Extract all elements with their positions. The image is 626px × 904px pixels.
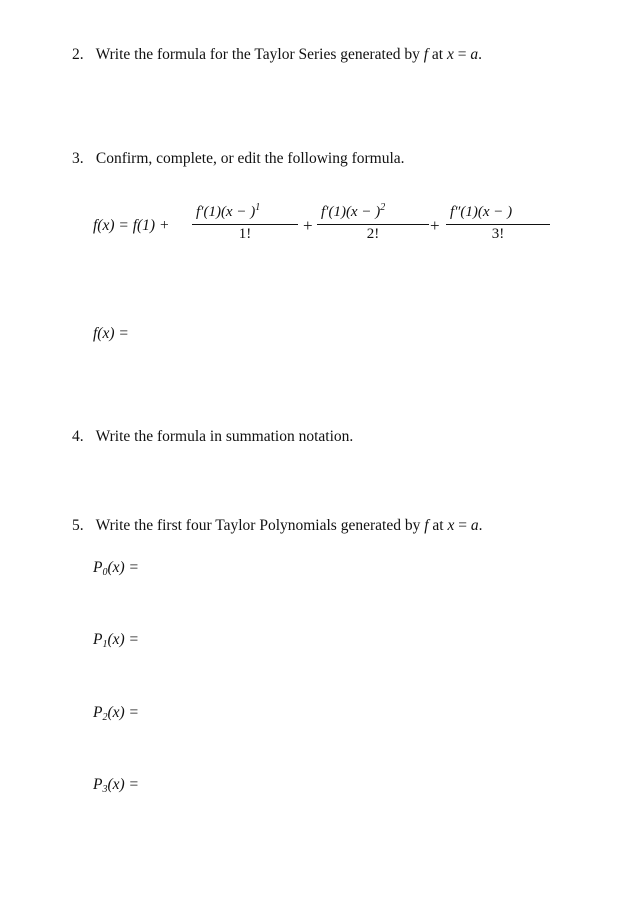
fraction-denominator: 3! <box>491 226 505 242</box>
math-var-x: x <box>446 46 454 63</box>
polynomial-p2: $P_2(x)$ = <box>93 704 140 723</box>
period: . <box>478 46 482 63</box>
question-text: Write the formula for the Taylor Series generated by <box>95 46 420 63</box>
word-at: at <box>431 46 444 63</box>
math-equals: = <box>458 517 467 534</box>
plus-sign: + <box>303 216 313 235</box>
question-number: 3. <box>72 150 84 167</box>
math-equals: = <box>457 46 467 63</box>
subscript: 3 <box>102 784 108 795</box>
polynomial-p3: $P_3(x)$ = <box>93 776 140 795</box>
fraction-bar <box>192 224 298 225</box>
plus-sign: + <box>430 216 440 235</box>
math-var-f: f <box>424 517 429 534</box>
math-var-f: f <box>423 46 429 63</box>
fraction-numerator: $f'(1)(x - )^2$ <box>321 202 386 220</box>
question-3 <box>72 150 405 168</box>
word-at: at <box>432 517 444 534</box>
polynomial-p1: $P_1(x)$ = <box>93 631 140 650</box>
fraction-bar <box>446 224 550 225</box>
question-4 <box>72 428 353 446</box>
fraction-denominator: 2! <box>366 226 380 242</box>
math-var-a: a <box>470 517 479 534</box>
subscript: 0 <box>102 567 108 578</box>
formula-answer-line: f(x) = <box>93 325 129 342</box>
exponent: 1 <box>255 202 261 213</box>
question-number: 5. <box>72 517 84 534</box>
formula-lhs: f(x) = f(1) + <box>93 217 170 234</box>
question-2 <box>72 46 482 64</box>
math-var-a: a <box>470 46 479 63</box>
question-text: Confirm, complete, or edit the following formula. <box>95 150 405 167</box>
subscript: 1 <box>102 639 108 650</box>
fraction-numerator: f″(1)(x − ) <box>450 204 513 220</box>
question-text: Write the formula in summation notation. <box>95 428 354 445</box>
exponent: 2 <box>380 202 386 213</box>
period: . <box>478 517 483 534</box>
fraction-numerator: $f'(1)(x - )^1$ <box>196 202 261 220</box>
fraction-bar <box>317 224 429 225</box>
subscript: 2 <box>102 712 108 723</box>
question-5 <box>72 517 482 535</box>
question-number: 4. <box>72 428 84 445</box>
question-text: Write the first four Taylor Polynomials generated by <box>95 517 421 534</box>
question-number: 2. <box>72 46 84 63</box>
polynomial-p0: $P_0(x)$ = <box>93 559 140 578</box>
math-var-x: x <box>447 517 455 534</box>
fraction-denominator: 1! <box>238 226 252 242</box>
